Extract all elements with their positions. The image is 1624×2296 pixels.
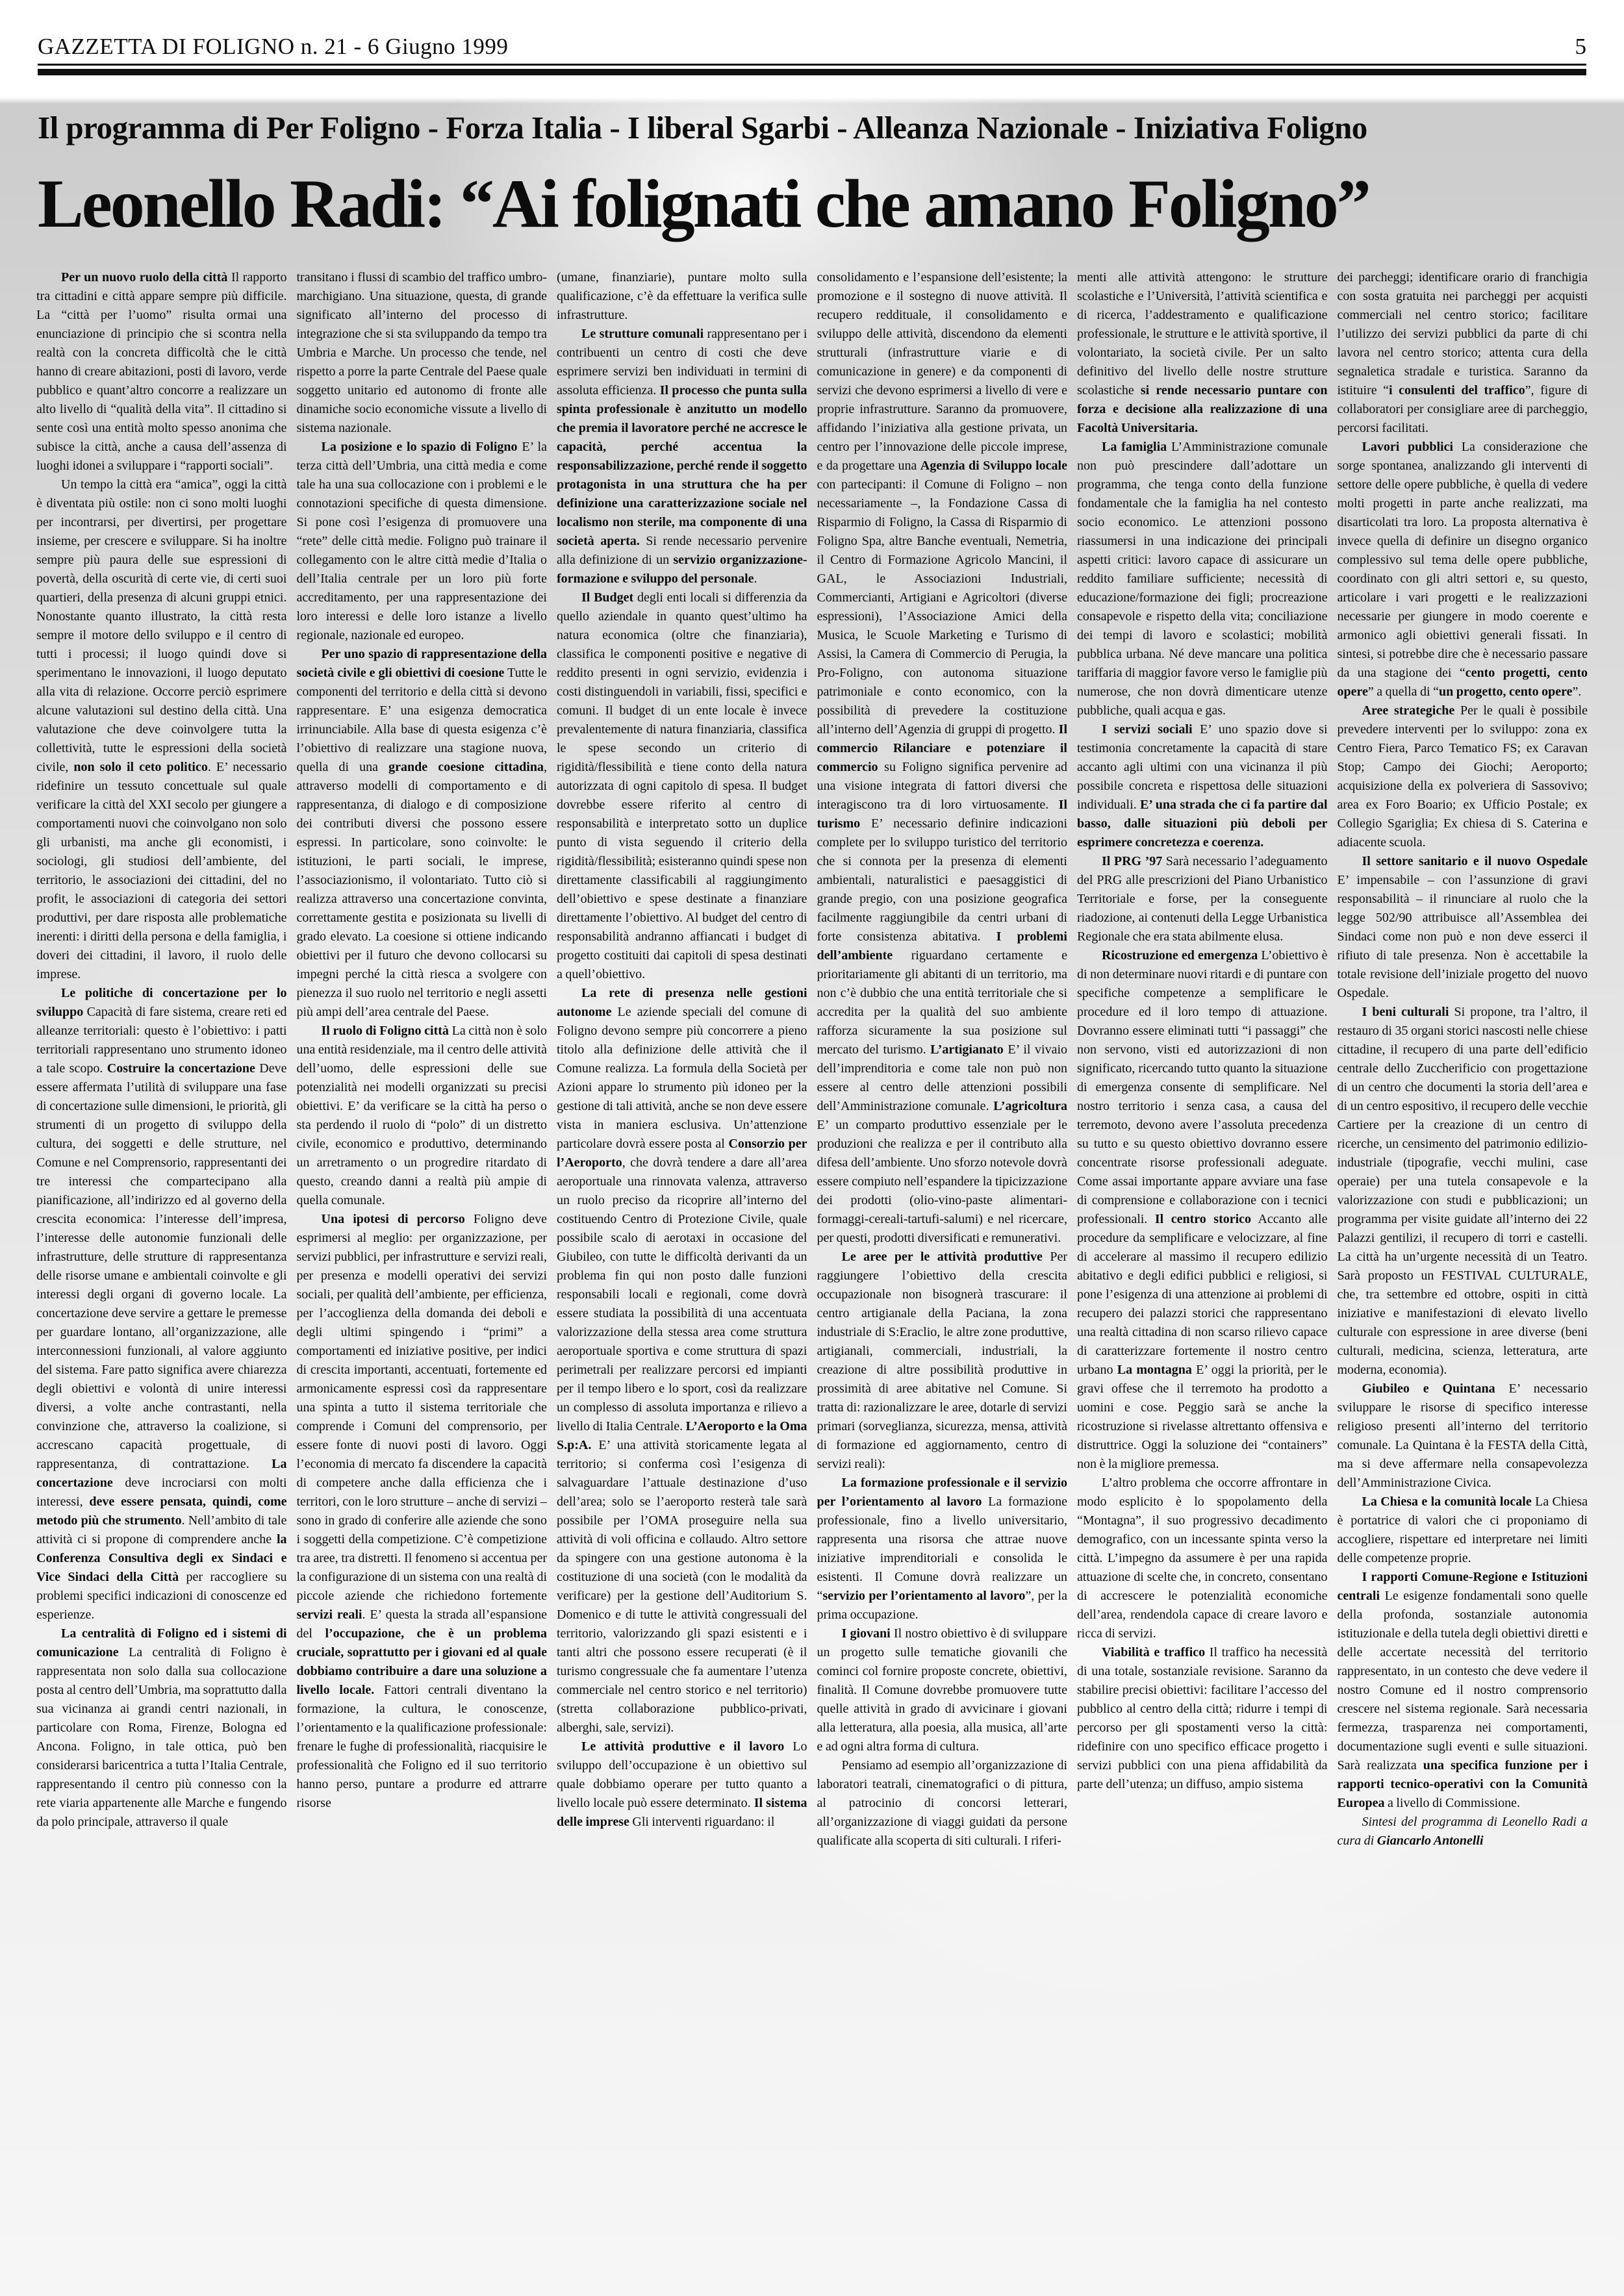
paragraph-lead: Aree strategiche (1362, 703, 1455, 718)
article-body (0, 249, 1624, 2257)
paragraph-lead: La rete di presenza nelle gestioni autonome (557, 986, 807, 1019)
paragraph: Viabilità e traffico Il traffico ha necessità di una totale, sostanziale revisione. Saranno da stabilire precisi obiettivi: facilitare l’accesso del pubblico al centro della città; ridurre i tempi di percorso per gli spostamenti verso la città: ridefinire con uno specifico efficace progetto i servizi pubblici con una piena affidabilità da parte dell’utenza; un diffuso, ampio sistema (1077, 1645, 1328, 1791)
paragraph-lead: La famiglia (1102, 440, 1167, 454)
column-5 (1077, 268, 1328, 2257)
paragraph: transitano i flussi di scambio del traffico umbro-marchigiano. Una situazione, questa, di grande significato all’interno del processo di integrazione che si sta sviluppando da tempo tra Umbria e Marche. Un processo che tende, nel rispetto a porre la parte Centrale del Paese quale soggetto unitario ed autonomo di fronte alle dinamiche socio economiche vissute a livello di sistema nazionale. (296, 270, 547, 435)
paragraph-lead: Una ipotesi di percorso (321, 1212, 465, 1226)
paragraph-lead: Le strutture comunali (581, 327, 704, 341)
paragraph: La formazione professionale e il servizio per l’orientamento al lavoro La formazione professionale, fino a livello universitario, rappresenta una risorsa che attrae nuove iniziative imprenditoriali e consolida le esistenti. Il Comune dovrà realizzare un “servizio per l’orientamento al lavoro”, per la prima occupazione. (817, 1476, 1067, 1622)
paragraph: La rete di presenza nelle gestioni autonome Le aziende speciali del comune di Foligno devono sempre più concorrere a pieno titolo alla definizione delle attività che il Comune realizza. La formula della Società per Azioni appare lo strumento più idoneo per la gestione di tali attività, anche se non deve essere vista in maniera esclusiva. Un’attenzione particolare dovrà essere posta al Consorzio per l’Aeroporto, che dovrà tendere a dare all’area aeroportuale una rinnovata valenza, attraverso un ruolo preciso da ricoprire all’interno del costituendo Centro di Protezione Civile, quale possibile scalo di aerotaxi in occasione del Giubileo, con tutte le difficoltà derivanti da un problema fin qui non posto dalle funzioni responsabili locali e regionali, come dovrà essere studiata la possibilità di una accentuata valorizzazione della stessa area come struttura aeroportuale sportiva e come struttura di spazi perimetrali per realizzare percorsi ed impianti per il tempo libero e lo sport, così da realizzare un complesso di assoluta importanza e rilievo a livello di Italia Centrale. L’Aeroporto e la Oma S.p:A. E’ una attività storicamente legata al territorio; si conferma così l’esigenza di salvaguardare l’attuale destinazione d’uso dell’area; solo se l’aeroporto resterà tale sarà possibile per l’OMA proseguire nella sua attività di voli officina e collaudo. Altro settore da spingere con una gestione autonoma è la costituzione di una società (con le modalità da verificare) per la gestione dell’Auditorium S. Domenico e di tutte le attività congressuali del territorio, valorizzando gli spazi esistenti e i tanti altri che possono essere recuperati (è il turismo congressuale che fa aumentare l’utenza commerciale nel centro storico e nel territorio) (stretta collaborazione pubblico-privati, alberghi, sale, servizi). (557, 986, 807, 1735)
paragraph: La centralità di Foligno ed i sistemi di comunicazione La centralità di Foligno è rappresentata non solo dalla sua collocazione posta al centro dell’Umbria, ma soprattutto dalla sua vicinanza ai grandi centri nazionali, in particolare con Roma, Firenze, Bologna ed Ancona. Foligno, in tale ottica, può ben considerarsi baricentrica a tutta l’Italia Centrale, rappresentando il centro più connesso con la rete viaria appartenente alle Marche e fungendo da polo principale, attraverso il quale (36, 1626, 287, 1829)
paragraph: I rapporti Comune-Regione e Istituzioni centrali Le esigenze fondamentali sono quelle della profonda, sostanziale autonomia istituzionale e della tutela degli obiettivi diretti e delle accertate necessità del territorio rappresentato, in un contesto che deve vedere il nostro Comune ed il nostro comprensorio crescere nel sistema regionale. Sarà necessaria fermezza, trasparenza nei comportamenti, documentazione sugli eventi e sulle situazioni. Sarà realizzata una specifica funzione per i rapporti tecnico-operativi con la Comunità Europea a livello di Commissione. (1337, 1570, 1588, 1810)
paragraph-lead: Le attività produttive e il lavoro (581, 1739, 785, 1754)
paragraph-lead: Viabilità e traffico (1102, 1645, 1206, 1659)
paragraph: Pensiamo ad esempio all’organizzazione di laboratori teatrali, cinematografici o di pittura, al patrocinio di concorsi letterari, all’organizzazione di viaggi guidati da persone qualificate alla scoperta di siti culturali. I riferi- (817, 1758, 1067, 1848)
paragraph: I servizi sociali E’ uno spazio dove si testimonia concretamente la capacità di stare accanto agli ultimi con una vicinanza il più possibile concreta e rispettosa delle situazioni individuali. E’ una strada che ci fa partire dal basso, dalle situazioni più deboli per esprimere concretezza e coerenza. (1077, 722, 1328, 850)
paragraph-lead: La Chiesa e la comunità locale (1362, 1495, 1532, 1509)
column-1 (36, 268, 287, 2257)
paragraph: Per un nuovo ruolo della città Il rapporto tra cittadini e città appare sempre più difficile. La “città per l’uomo” risulta ormai una enunciazione di principio che si scontra nella realtà con la concreta difficoltà che le città hanno di creare abitazioni, posti di lavoro, verde pubblico e quant’altro concorre a realizzare un alto livello di “qualità della vita”. Il cittadino si sente così una entità molto spesso anonima che subisce la città, anche a causa dell’assenza di luoghi idonei a sviluppare i “rapporti sociali”. (36, 270, 287, 473)
paragraph: La posizione e lo spazio di Foligno E’ la terza città dell’Umbria, una città media e come tale ha una sua collocazione con i problemi e le connotazioni specifiche di questa dimensione. Si pone così l’esigenza di promuovere una “rete” delle città medie. Foligno può trainare il collegamento con le altre città medie d’Italia o dell’Italia centrale per un loro più forte accreditamento, per una rappresentazione dei loro interessi e delle loro istanze a livello regionale, nazionale ed europeo. (296, 440, 547, 642)
paragraph: Il settore sanitario e il nuovo Ospedale E’ impensabile – con l’assunzione di gravi responsabilità – il rinunciare al ruolo che la legge 502/90 attribuisce all’Assemblea dei Sindaci come non può e non deve esserci il rifiuto di tale presenza. Non è accettabile la totale revisione dell’iniziale progetto del nuovo Ospedale. (1337, 854, 1588, 1000)
paragraph: Il Budget degli enti locali si differenzia da quello aziendale in quanto quest’ultimo ha natura economica (oltre che finanziaria), classifica le componenti positive e negative di reddito presenti in ogni servizio, evidenzia i costi distinguendoli in variabili, fissi, specifici e comuni. Il budget di un ente locale è invece prevalentemente di natura finanziaria, classifica le spese secondo un criterio di rigidità/flessibilità e tiene conto della natura autorizzata di ogni capitolo di spesa. Il budget dovrebbe essere riferito al centro di responsabilità e interpretato sotto un duplice punto di vista seguendo il criterio della rigidità/flessibilità; esisteranno quindi spese non direttamente classificabili al raggiungimento dell’obiettivo e spese destinate a finanziare direttamente l’obiettivo. Al budget del centro di responsabilità andranno affiancati i budget di progetto costituiti dai capitoli di spesa destinati a quell’obiettivo. (557, 590, 807, 981)
column-3 (557, 268, 807, 2257)
paragraph-lead: Il ruolo di Foligno città (321, 1024, 449, 1038)
paragraph: Lavori pubblici La considerazione che sorge spontanea, analizzando gli interventi di settore delle opere pubbliche, è quella di vedere molti progetti in parte anche realizzati, ma disarticolati tra loro. La proposta alternativa è invece quella di definire un disegno organico complessivo sul tema delle opere pubbliche, coordinato con gli altri settori e, su questo, articolare i vari progetti e le realizzazioni necessarie per giungere in modo coerente e armonico agli obiettivi generali fissati. In sintesi, si potrebbe dire che è necessario passare da una stagione dei “cento progetti, cento opere” a quella di “un progetto, cento opere”. (1337, 440, 1588, 699)
paragraph: L’altro problema che occorre affrontare in modo esplicito è lo spopolamento della “Montagna”, il suo progressivo decadimento demografico, con un incessante spinta verso la città. L’impegno da assumere è per una rapida attuazione di scelte che, in concreto, consentano di accrescere le potenzialità economiche dell’area, rendendola capace di creare lavoro e ricca di servizi. (1077, 1476, 1328, 1641)
paragraph: dei parcheggi; identificare orario di franchigia con sosta gratuita nei parcheggi per acquisti commerciali nel centro storico; facilitare l’utilizzo dei servizi pubblici da parte di chi lavora nel centro storico; attenta cura della segnaletica stradale e turistica. Saranno da istituire “i consulenti del traffico”, figure di collaboratori per consigliare aree di parcheggio, percorsi facilitati. (1337, 270, 1588, 435)
paragraph: menti alle attività attengono: le strutture scolastiche e l’Università, l’attività scientifica e di ricerca, l’addestramento e qualificazione professionale, le strutture e le attività sportive, il volontariato, la società civile. Per un salto definitivo del livello delle nostre strutture scolastiche si rende necessario puntare con forza e decisione alla realizzazione di una Facoltà Universitaria. (1077, 270, 1328, 435)
paragraph: Aree strategiche Per le quali è possibile prevedere interventi per lo sviluppo: zona ex Centro Fiera, Parco Tematico FS; ex Caravan Stop; Campo dei Giochi; Aeroporto; acquisizione della ex polveriera di Sassovivo; area ex Foro Boario; ex Ufficio Postale; ex Collegio Sgariglia; Ex chiesa di S. Caterina e adiacente scuola. (1337, 703, 1588, 850)
paragraph: Per uno spazio di rappresentazione della società civile e gli obiettivi di coesione Tutte le componenti del territorio e della città si devono rappresentare. E’ una esigenza democratica irrinunciabile. Alla base di questa esigenza c’è l’obiettivo di realizzare una stagione nuova, quella di una grande coesione cittadina, attraverso modelli di comportamento e di rappresentanza, di dialogo e di composizione dei contributi diversi che possono essere espressi. In particolare, sono coinvolte: le istituzioni, le parti sociali, le imprese, l’associazionismo, il volontariato. Tutto ciò si realizza attraverso una concertazione convinta, correttamente gestita e posizionata su livelli di grado elevato. La coesione si ottiene indicando obiettivi per il futuro che devono collocarsi su impegni perché la città riesca a svolgere con pienezza il suo ruolo nel territorio e negli assetti più ampi dell’area centrale del Paese. (296, 647, 547, 1019)
paragraph: Giubileo e Quintana E’ necessario sviluppare le risorse di specifico interesse religioso presenti all’interno del territorio comunale. La Quintana è la FESTA della Città, ma si deve affermare nella consapevolezza dell’Amministrazione Civica. (1337, 1381, 1588, 1490)
masthead (0, 0, 1624, 64)
paragraph: La Chiesa e la comunità locale La Chiesa è portatrice di valori che ci proponiamo di accogliere, rispettare ed interpretare nei limiti delle competenze proprie. (1337, 1495, 1588, 1565)
column-4 (817, 268, 1068, 2257)
paragraph-lead: Le politiche di concertazione per lo sviluppo (36, 986, 287, 1019)
paragraph: Le politiche di concertazione per lo sviluppo Capacità di fare sistema, creare reti ed alleanze territoriali: questo è l’obiettivo: i patti territoriali rappresentano uno strumento idoneo a tale scopo. Costruire la concertazione Deve essere affermata l’utilità di sviluppare una fase di concertazione sulle dimensioni, le priorità, gli strumenti di un progetto di sviluppo della cultura, dei soggetti e delle strutture, nel Comune e nel Comprensorio, rappresentanti dei tre interessi che compartecipano alla pianificazione, all’indirizzo ed al governo della crescita economica: l’interesse dell’impresa, l’interesse delle autonomie funzionali delle infrastrutture, delle strutture di rappresentanza delle risorse umane e ambientali coinvolte e gli interessi degli organi di governo locale. La concertazione deve servire a gettare le premesse per guardare lontano, all’organizzazione, alle interconnessioni funzionali, al valore aggiunto del sistema. Fare patto significa avere chiarezza degli obiettivi e volontà di unire interessi diversi, a volte anche contrastanti, nella convinzione che, attraverso la coalizione, si accrescano capacità progettuale, di rappresentanza, di contrattazione. La concertazione deve incrociarsi con molti interessi, deve essere pensata, quindi, come metodo più che strumento. Nell’ambito di tale attività ci si propone di comprendere anche la Conferenza Consultiva degli ex Sindaci e Vice Sindaci della Città per raccogliere su problemi specifici indicazioni di conoscenze ed esperienze. (36, 986, 287, 1622)
kicker: Il programma di Per Foligno - Forza Italia - I liberal Sgarbi - Alleanza Nazionale - Iniziativa Foligno (38, 110, 1367, 145)
paragraph-lead: Le aree per le attività produttive (841, 1250, 1043, 1264)
headline: Leonello Radi: “Ai folignati che amano Foligno” (38, 166, 1369, 242)
paragraph: Il ruolo di Foligno città La città non è solo una entità residenziale, ma il centro delle attività dell’uomo, delle espressioni delle sue potenzialità nei modelli organizzati su precisi obiettivi. E’ da verificare se la città ha perso o sta perdendo il ruolo di “polo” di un distretto civile, economico e produttivo, determinando un arretramento o un progredire ritardato di questo, creando danni a realtà più ampie di quella comunale. (296, 1024, 547, 1207)
paragraph-lead: Il settore sanitario e il nuovo Ospedale (1362, 854, 1588, 868)
paragraph: Il PRG ’97 Sarà necessario l’adeguamento del PRG alle prescrizioni del Piano Urbanistico Territoriale e forse, per la conseguente riadozione, ai contenuti della Legge Urbanistica Regionale che era stata abilmente elusa. (1077, 854, 1328, 944)
paragraph-lead: I rapporti Comune-Regione e Istituzioni centrali (1337, 1570, 1588, 1603)
paragraph: I beni culturali Si propone, tra l’altro, il restauro di 35 organi storici nascosti nelle chiese cittadine, il recupero di una parte dell’edificio centrale dello Zuccherificio con progettazione di un centro che documenti la storia dell’area e di un centro espositivo, il recupero delle vecchie Cartiere per la creazione di un centro di ricerche, un censimento del patrimonio edilizio-industriale (tipografie, vecchi mulini, case operaie) per una tutela consapevole e la valorizzazione con studi e pubblicazioni; un programma per visite guidate all’interno dei 22 Palazzi gentilizi, il recupero di torri e castelli. La città ha un’urgente necessità di un Teatro. Sarà proposto un FESTIVAL CULTURALE, che, tra settembre ed ottobre, ospiti in città iniziative e manifestazioni di elevato livello culturale con espressione in aree diverse (beni culturali, medicina, scienza, letteratura, arte moderna, economia). (1337, 1005, 1588, 1377)
paragraph: Una ipotesi di percorso Foligno deve esprimersi al meglio: per organizzazione, per servizi pubblici, per infrastrutture e servizi reali, per presenza e modelli operativi dei servizi sociali, per qualità dell’ambiente, per efficienza, per l’accoglienza della domanda dei deboli e degli ultimi spingendo i “primi” a comportamenti ed iniziative positive, per indici di crescita importanti, accentuati, fortemente ed armonicamente espressi così da rappresentare una spinta a tutto il sistema territoriale che comprende i Comuni del comprensorio, per essere fonte di nuovi posti di lavoro. Oggi l’economia di mercato fa discendere la capacità di competere anche dalla efficienza che i territori, con le loro strutture – anche di servizi – sono in grado di conferire alle aziende che sono i soggetti della competizione. C’è competizione tra aree, tra distretti. Il fenomeno si accentua per la configurazione di un sistema con una realtà di piccole aziende che richiedono fortemente servizi reali. E’ questa la strada all’espansione del l’occupazione, che è un problema cruciale, soprattutto per i giovani ed al quale dobbiamo contribuire a dare una soluzione a livello locale. Fattori centrali diventano la formazione, la cultura, le conoscenze, l’orientamento e la qualificazione professionale: frenare le fughe di professionalità, riacquisire le professionalità che Foligno ed il suo territorio hanno perso, puntare a produrre ed attrarre risorse (296, 1212, 547, 1810)
paragraph-lead: Il PRG ’97 (1102, 854, 1163, 868)
article-signature: Sintesi del programma di Leonello Radi a cura di Giancarlo Antonelli (1337, 1815, 1588, 1848)
paragraph: (umane, finanziarie), puntare molto sulla qualificazione, c’è da effettuare la verifica sulle infrastrutture. (557, 270, 807, 322)
page-number: 5 (1575, 34, 1586, 59)
paragraph: Un tempo la città era “amica”, oggi la città è diventata più ostile: non ci sono molti luoghi per incontrarsi, per divertirsi, per progettare insieme, per crescere e sviluppare. Si ha inoltre sempre più paura delle sue espressioni di povertà, della oscurità di certe vie, di certi suoi quartieri, della presenza di alcuni gruppi etnici. Nonostante quanto illustrato, la città resta sempre il motore dello sviluppo e il centro di tutti i processi; il luogo quindi dove si sperimentano le innovazioni, il luogo deputato alla vita di relazione. Occorre perciò esprimere alcune valutazioni sul destino della città. Una valutazione che deve coinvolgere tutta la collettività, tutte le espressioni della società civile, non solo il ceto politico. E’ necessario ridefinire un tessuto concettuale sul quale verificare la città del XXI secolo per giungere a comportamenti nuovi che coinvolgano non solo gli urbanisti, ma anche gli economisti, i sociologi, gli studiosi dell’ambiente, del territorio, le associazioni dei cittadini, del no profit, le associazioni di categoria dei settori produttivi, per dare risposta alle problematiche inerenti: i diritti della persona e della famiglia, i doveri dei cittadini, il lavoro, il ruolo delle imprese. (36, 477, 287, 981)
paragraph-lead: I beni culturali (1362, 1005, 1449, 1019)
paragraph-lead: Il Budget (581, 590, 634, 605)
paragraph-lead: Giubileo e Quintana (1362, 1381, 1495, 1396)
paragraph: Ricostruzione ed emergenza L’obiettivo è di non determinare nuovi ritardi e di puntare con specifiche competenze a semplificare le procedure ed il loro tempo di attuazione. Dovranno essere eliminati tutti “i passaggi” che non servono, visti ed autorizzazioni di non significato, ricercando tutto quanto la situazione di emergenza consente di semplificare. Nel nostro territorio i senza casa, a causa del terremoto, devono avere l’assoluta precedenza su tutto e su questo obiettivo dovranno essere concentrate risorse professionali adeguate. Come assai importante appare avviare una fase di comprensione e collaborazione con i tecnici professionali. Il centro storico Accanto alle procedure da semplificare e velocizzare, al fine di accelerare al massimo il recupero edilizio abitativo e degli edifici pubblici e religiosi, si pone l’esigenza di una attenzione ai problemi di recupero dei palazzi storici che rappresentano una realtà cittadina di non scarso rilievo capace di caratterizzare fortemente il nostro centro urbano La montagna E’ oggi la priorità, per le gravi offese che il terremoto ha prodotto a uomini e cose. Peggio sarà se anche la ricostruzione si rivelasse altrettanto offensiva e distruttrice. Oggi la soluzione dei “containers” non è la migliore premessa. (1077, 948, 1328, 1471)
paragraph: consolidamento e l’espansione dell’esistente; la promozione e il sostegno di nuove attività. Il recupero reddituale, il consolidamento e sviluppo delle attività, discendono da elementi strutturali (infrastrutture viarie e di comunicazione in genere) e da componenti di servizi che devono esprimersi a livello di vere e proprie infrastrutture. Saranno da promuovere, affidando l’iniziativa alla gestione privata, un centro per l’innovazione delle piccole imprese, e da progettare una Agenzia di Sviluppo locale con partecipanti: il Comune di Foligno – non necessariamente –, la Fondazione Cassa di Risparmio di Foligno, la Cassa di Risparmio di Foligno Spa, altre Banche eventuali, Nemetria, il Centro di Formazione Agricolo Mancini, il GAL, le Associazioni Industriali, Commercianti, Artigiani e Agricoltori (diverse espressioni), l’Associazione Amici della Musica, le Scuole Marketing e Turismo di Assisi, la Camera di Commercio di Perugia, la Pro-Foligno, con autonoma situazione patrimoniale e conto economico, con la possibilità di prevedere la costituzione all’interno dell’Agenzia di gruppi di progetto. Il commercio Rilanciare e potenziare il commercio su Foligno significa pervenire ad una visione integrata di fattori diversi che interagiscono tra di loro virtuosamente. Il turismo E’ necessario definire indicazioni complete per lo sviluppo turistico del territorio che si connota per la presenza di elementi ambientali, naturalistici e paesaggistici di grande pregio, con una posizione geografica facilmente raggiungibile da centri urbani di forte consistenza abitativa. I problemi dell’ambiente riguardano certamente e prioritariamente gli abitanti di un territorio, ma non c’è dubbio che una entità territoriale che si accredita per la qualità del suo ambiente rafforza sicuramente la sua posizione sul mercato del turismo. L’artigianato E’ il vivaio dell’imprenditoria e come tale non può non essere al centro delle attenzioni possibili dell’Amministrazione comunale. L’agricoltura E’ un comparto produttivo essenziale per le produzioni che realizza e per il contributo alla difesa dell’ambiente. Uno sforzo notevole dovrà essere compiuto nell’espandere la tipicizzazione dei prodotti (olio-vino-paste alimentari-formaggi-cereali-tartufi-salumi) e nel ricercare, per questi, prodotti diversificati e remunerativi. (817, 270, 1067, 1245)
paragraph: Le aree per le attività produttive Per raggiungere l’obiettivo della crescita occupazionale non bisognerà trascurare: il centro artigianale della Paciana, la zona industriale di S:Eraclio, le altre zone produttive, artigianali, commerciali, industriali, la creazione di altre possibilità produttive in prossimità di aree abitative nel Comune. Si tratta di: razionalizzare le aree, dotarle di servizi primari (sorveglianza, sicurezza, mensa, attività di formazione ed aggiornamento, centro di servizi reali): (817, 1250, 1067, 1471)
column-2 (297, 268, 548, 2257)
masthead-rule-thick (38, 69, 1586, 75)
paragraph-lead: La posizione e lo spazio di Foligno (321, 440, 518, 454)
masthead-rule-thin (38, 64, 1586, 66)
paragraph: I giovani Il nostro obiettivo è di sviluppare un progetto sulle tematiche giovanili che cominci col fornire proposte concrete, obiettivi, finalità. Il Comune dovrebbe promuovere tutte quelle attività in grado di avvicinare i giovani alla letteratura, alla poesia, alla musica, all’arte e ad ogni altra forma di cultura. (817, 1626, 1067, 1754)
masthead-title: GAZZETTA DI FOLIGNO n. 21 - 6 Giugno 1999 (38, 34, 509, 59)
paragraph-lead: Ricostruzione ed emergenza (1102, 948, 1258, 963)
paragraph: La famiglia L’Amministrazione comunale non può prescindere dall’adottare un programma, che tenga conto della funzione fondamentale che la famiglia ha nel contesto socio economico. Le attenzioni possono riassumersi in una indicazione dei principali aspetti critici: lavoro capace di assicurare un reddito familiare sufficiente; necessità di educazione/formazione dei figli; procreazione consapevole e rispetto della vita; conciliazione dei tempi di lavoro e scolastici; mobilità pubblica urbana. Né deve mancare una politica tariffaria di maggior favore verso le famiglie più numerose, che non dovrà dimenticare utenze pubbliche, quali acqua e gas. (1077, 440, 1328, 718)
paragraph: Le strutture comunali rappresentano per i contribuenti un centro di costi che deve esprimere servizi ben individuati in termini di assoluta efficienza. Il processo che punta sulla spinta professionale è anzitutto un modello che premia il lavoratore perché ne accresce le capacità, perché accentua la responsabilizzazione, perché rende il soggetto protagonista in una struttura che ha per definizione una caratterizzazione sociale nel localismo non sterile, ma componente di una società aperta. Si rende necessario pervenire alla definizione di un servizio organizzazione-formazione e sviluppo del personale. (557, 327, 807, 586)
paragraph: Le attività produttive e il lavoro Lo sviluppo dell’occupazione è un obiettivo sul quale dobbiamo operare per tutto quanto a livello locale può essere determinato. Il sistema delle imprese Gli interventi riguardano: il (557, 1739, 807, 1829)
paragraph-lead: La centralità di Foligno ed i sistemi di comunicazione (36, 1626, 287, 1659)
paragraph-lead: Lavori pubblici (1362, 440, 1454, 454)
paragraph-lead: I servizi sociali (1102, 722, 1193, 737)
paragraph-lead: Per un nuovo ruolo della città (61, 270, 228, 284)
paragraph-lead: I giovani (841, 1626, 891, 1641)
paragraph-lead: Per uno spazio di rappresentazione della società civile e gli obiettivi di coesione (296, 647, 547, 680)
paragraph-lead: La formazione professionale e il servizio per l’orientamento al lavoro (817, 1476, 1067, 1509)
column-6 (1338, 268, 1588, 2257)
